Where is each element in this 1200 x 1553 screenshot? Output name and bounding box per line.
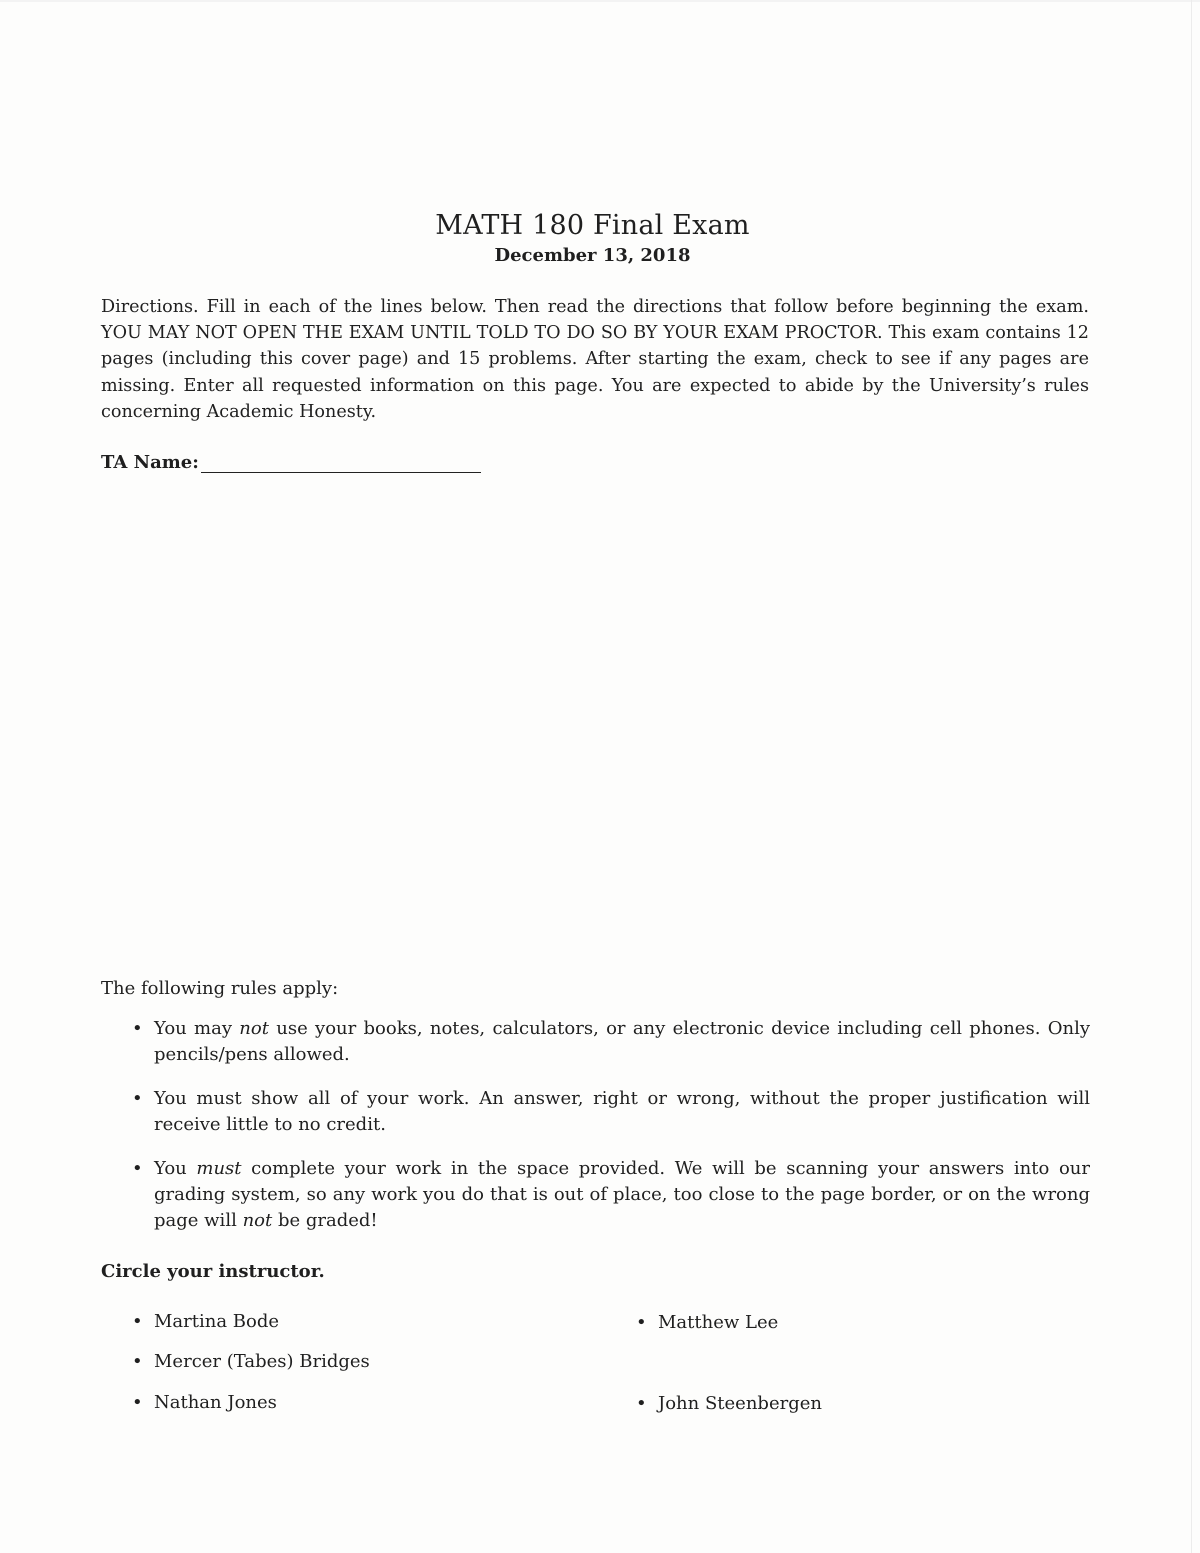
rule-text: complete your work in the space provided. We will be scanning your answers into our grading system, so any work you do that is out of place, too close to the page border, or on the wrong page will xyxy=(154,1158,1090,1231)
instructor-option[interactable] xyxy=(634,1312,778,1333)
scan-edge-top xyxy=(0,0,1200,2)
scan-edge-right xyxy=(1191,0,1192,1553)
rule-text: You must show all of your work. An answer, right or wrong, without the proper justification will receive little to no credit. xyxy=(154,1088,1090,1135)
directions-paragraph: Directions. Fill in each of the lines below. Then read the directions that follow before beginning the exam. YOU MAY NOT OPEN THE EXAM UNTIL TOLD TO DO SO BY YOUR EXAM PROCTOR. This exam contains 12 pages (including this cover page) and 15 problems. After starting the exam, check to see if any pages are missing. Enter all requested information on this page. You are expected to abide by the University’s rules concerning Academic Honesty. xyxy=(101,297,1089,422)
rule-text: You xyxy=(154,1158,197,1179)
instructor-option[interactable] xyxy=(130,1351,370,1372)
instructor-name: Martina Bode xyxy=(154,1311,280,1332)
rule-item xyxy=(130,1156,1090,1234)
instructor-option[interactable] xyxy=(130,1311,279,1332)
exam-title: MATH 180 Final Exam xyxy=(435,210,750,241)
rules-list xyxy=(130,1016,1090,1252)
rule-text: You may xyxy=(154,1018,240,1039)
rule-emphasis: not xyxy=(242,1210,273,1231)
ta-name-row xyxy=(101,452,481,473)
bullet-icon: • xyxy=(132,1392,143,1413)
instructor-heading: Circle your instructor. xyxy=(101,1261,325,1282)
rule-item xyxy=(130,1016,1090,1068)
bullet-icon: • xyxy=(132,1088,143,1109)
instructor-name: Mercer (Tabes) Bridges xyxy=(154,1351,370,1372)
rule-emphasis: must xyxy=(196,1158,242,1179)
bullet-icon: • xyxy=(636,1393,647,1414)
instructor-option[interactable] xyxy=(130,1392,277,1413)
rule-text: use your books, notes, calculators, or any electronic device including cell phones. Only pencils/pens allowed. xyxy=(154,1018,1090,1065)
rule-text: be graded! xyxy=(272,1210,378,1231)
bullet-icon: • xyxy=(132,1351,143,1372)
instructor-name: John Steenbergen xyxy=(658,1393,822,1414)
ta-name-blank-line[interactable] xyxy=(201,452,481,473)
bullet-icon: • xyxy=(132,1018,143,1039)
bullet-icon: • xyxy=(636,1312,647,1333)
instructor-name: Nathan Jones xyxy=(154,1392,277,1413)
instructor-name: Matthew Lee xyxy=(658,1312,779,1333)
exam-date: December 13, 2018 xyxy=(494,245,691,266)
rule-emphasis: not xyxy=(239,1018,269,1039)
bullet-icon: • xyxy=(132,1158,143,1179)
instructor-option[interactable] xyxy=(634,1393,822,1414)
ta-name-label: TA Name: xyxy=(101,452,199,473)
bullet-icon: • xyxy=(132,1311,143,1332)
rule-item xyxy=(130,1086,1090,1138)
rules-intro: The following rules apply: xyxy=(101,978,339,999)
